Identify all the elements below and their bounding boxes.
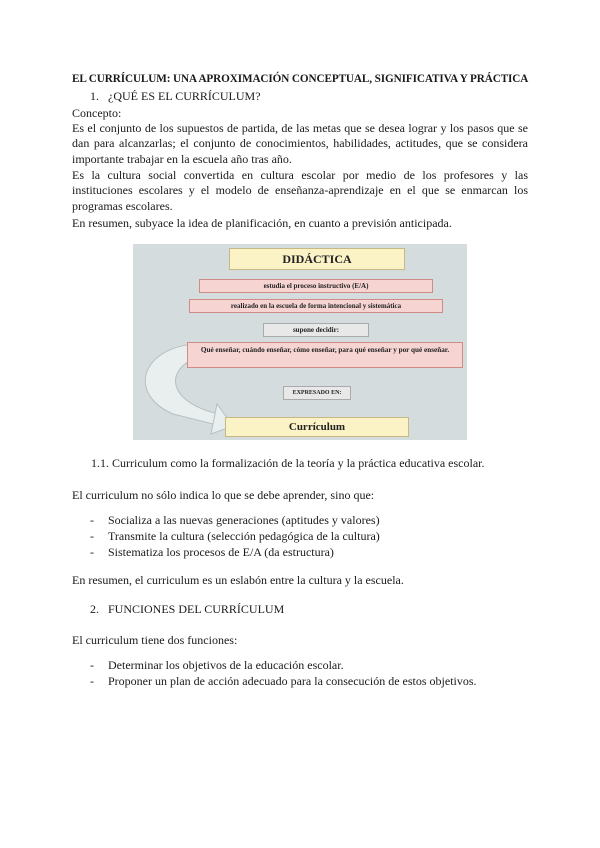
didactica-diagram	[133, 244, 467, 440]
subsection-heading: 1.1. Curriculum como la formalización de la teoría y la práctica educativa escolar.	[91, 456, 485, 470]
concept-summary: En resumen, subyace la idea de planificación, en cuanto a previsión anticipada.	[72, 216, 452, 230]
section-2-number: 2.	[90, 602, 99, 616]
dash-bullet: -	[90, 529, 94, 543]
list-item: - Determinar los objetivos de la educación escolar.	[90, 658, 344, 672]
diagram-row-school: realizado en la escuela de forma intencional y sistemática	[189, 299, 443, 313]
diagram-row-questions: Qué enseñar, cuándo enseñar, cómo enseñar, para qué enseñar y por qué enseñar.	[187, 342, 463, 368]
dash-bullet: -	[90, 513, 94, 527]
section-1-title: ¿QUÉ ES EL CURRÍCULUM?	[108, 89, 261, 103]
list-1-intro: El curriculum no sólo indica lo que se debe aprender, sino que:	[72, 488, 375, 502]
dash-bullet: -	[90, 674, 94, 688]
list-item: - Sistematiza los procesos de E/A (da estructura)	[90, 545, 334, 559]
dash-bullet: -	[90, 545, 94, 559]
concept-label: Concepto:	[72, 106, 122, 120]
functions-list-1	[72, 512, 380, 560]
functions-list-2	[72, 657, 477, 689]
section-2-heading	[90, 602, 284, 617]
document-title: EL CURRÍCULUM: UNA APROXIMACIÓN CONCEPTUAL, SIGNIFICATIVA Y PRÁCTICA	[72, 73, 529, 85]
section-2-title: FUNCIONES DEL CURRÍCULUM	[108, 602, 285, 616]
list-item: - Socializa a las nuevas generaciones (aptitudes y valores)	[90, 513, 380, 527]
diagram-header: DIDÁCTICA	[229, 248, 405, 270]
dash-bullet: -	[90, 658, 94, 672]
list-item: - Transmite la cultura (selección pedagógica de la cultura)	[90, 529, 380, 543]
summary-paragraph: En resumen, el curriculum es un eslabón entre la cultura y la escuela.	[72, 573, 404, 587]
list-2-intro: El curriculum tiene dos funciones:	[72, 633, 238, 647]
section-1-number: 1.	[90, 89, 99, 103]
concept-paragraph-2: Es la cultura social convertida en cultura escolar por medio de los profesores y las instituciones escolares y el modelo de enseñanza-aprendizaje en el que se enmarcan los programas escolares.	[72, 168, 528, 213]
diagram-row-process: estudia el proceso instructivo (E/A)	[199, 279, 433, 293]
diagram-row-expressed: EXPRESADO EN:	[283, 386, 351, 400]
section-1-heading	[90, 89, 261, 104]
diagram-row-decide: supone decidir:	[263, 323, 369, 337]
concept-paragraph-1: Es el conjunto de los supuestos de partida, de las metas que se desea lograr y los pasos que se dan para alcanzarlas; el conjunto de conocimientos, habilidades, actitudes, que se considera importante trabajar en la escuela año tras año.	[72, 121, 528, 166]
list-item: - Proponer un plan de acción adecuado para la consecución de estos objetivos.	[90, 674, 477, 688]
diagram-footer: Currículum	[225, 417, 409, 437]
